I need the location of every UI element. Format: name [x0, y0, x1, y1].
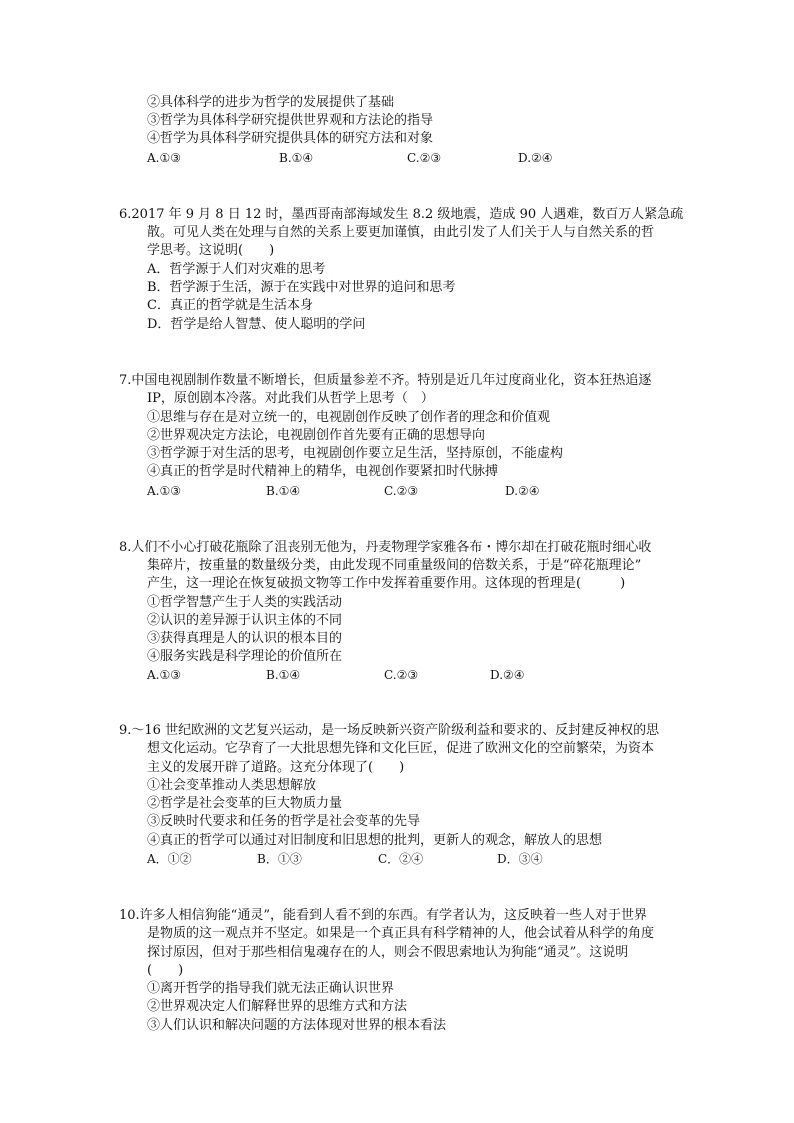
- q9-stem-line-2: 想文化运动。它孕育了一大批思想先锋和文化巨匠，促进了欧洲文化的空前繁荣，为资本: [147, 741, 655, 756]
- q8-statement-4: ④服务实践是科学理论的价值所在: [147, 649, 343, 664]
- q6-stem-line-1: 6.2017 年 9 月 8 日 12 时，墨西哥南部海域发生 8.2 级地震，造成 90 人遇难，数百万人紧急疏: [119, 207, 684, 222]
- q7-stem-line-2: IP，原创剧本冷落。对此我们从哲学上思考（ ）: [147, 391, 434, 406]
- q7-statement-1: ①思维与存在是对立统一的，电视剧创作反映了创作者的理念和价值观: [147, 410, 551, 425]
- q9-option-c: C．②④: [378, 852, 424, 866]
- q10-statement-3: ③人们认识和解决问题的方法体现对世界的根本看法: [147, 1018, 447, 1033]
- q9-statement-2: ②哲学是社会变革的巨大物质力量: [147, 796, 343, 811]
- q8-option-d: D.②④: [490, 668, 525, 682]
- q9-statement-3: ③反映时代要求和任务的哲学是社会变革的先导: [147, 814, 421, 829]
- q6-option-a: A．哲学源于人们对灾难的思考: [147, 262, 326, 277]
- q9-option-d: D．③④: [497, 852, 543, 866]
- q8-statement-2: ②认识的差异源于认识主体的不同: [147, 613, 343, 628]
- q5-statement-4: ④哲学为具体科学研究提供具体的研究方法和对象: [147, 131, 434, 146]
- q6-option-d: D．哲学是给人智慧、使人聪明的学问: [147, 317, 366, 332]
- q7-statement-4: ④真正的哲学是时代精神上的精华，电视创作要紧扣时代脉搏: [147, 464, 499, 479]
- q7-statement-2: ②世界观决定方法论，电视剧创作首先要有正确的思想导向: [147, 428, 486, 443]
- q9-statement-4: ④真正的哲学可以通过对旧制度和旧思想的批判，更新人的观念，解放人的思想: [147, 833, 603, 848]
- q5-option-b: B.①④: [279, 151, 314, 165]
- q7-option-b: B.①④: [266, 484, 301, 498]
- q7-option-a: A.①③: [147, 484, 181, 498]
- q10-stem-line-4: ( ): [147, 963, 184, 978]
- q5-option-d: D.②④: [518, 151, 553, 165]
- q9-option-b: B．①③: [257, 852, 302, 866]
- q7-option-c: C.②③: [384, 484, 419, 498]
- q10-statement-2: ②世界观决定人们解释世界的思维方式和方法: [147, 999, 408, 1014]
- q8-option-b: B.①④: [266, 668, 301, 682]
- q10-stem-line-3: 探讨原因，但对于那些相信鬼魂存在的人，则会不假思索地认为狗能“通灵”。这说明: [147, 945, 629, 960]
- q7-stem-line-1: 7.中国电视剧制作数量不断增长，但质量参差不齐。特别是近几年过度商业化，资本狂热追逐: [119, 373, 652, 388]
- q8-stem-line-2: 集碎片，按重量的数量级分类，由此发现不同重量级间的倍数关系，于是“碎花瓶理论”: [147, 558, 642, 573]
- q10-stem-line-2: 是物质的这一观点并不坚定。如果是一个真正具有科学精神的人，他会试着从科学的角度: [147, 926, 655, 941]
- q8-option-c: C.②③: [384, 668, 419, 682]
- q10-statement-1: ①离开哲学的指导我们就无法正确认识世界: [147, 981, 395, 996]
- q8-stem-line-3: 产生，这一理论在恢复破损文物等工作中发挥着重要作用。这体现的哲理是( ): [147, 576, 626, 591]
- q7-option-d: D.②④: [505, 484, 540, 498]
- q8-statement-3: ③获得真理是人的认识的根本目的: [147, 631, 343, 646]
- q8-stem-line-1: 8.人们不小心打破花瓶除了沮丧别无他为，丹麦物理学家雅各布・博尔却在打破花瓶时细心收: [119, 540, 652, 555]
- q5-statement-2: ②具体科学的进步为哲学的发展提供了基础: [147, 95, 395, 110]
- q8-statement-1: ①哲学智慧产生于人类的实践活动: [147, 595, 343, 610]
- q6-option-b: B．哲学源于生活，源于在实践中对世界的追问和思考: [147, 280, 456, 295]
- q6-stem-line-2: 散。可见人类在处理与自然的关系上要更加谨慎，由此引发了人们关于人与自然关系的哲: [147, 225, 655, 240]
- q9-stem-line-3: 主义的发展开辟了道路。这充分体现了( ): [147, 760, 405, 775]
- q9-option-a: A．①②: [147, 852, 192, 866]
- q8-option-a: A.①③: [147, 668, 181, 682]
- q7-statement-3: ③哲学源于对生活的思考，电视剧创作要立足生活，坚持原创，不能虚构: [147, 446, 564, 461]
- q5-option-c: C.②③: [407, 151, 442, 165]
- q5-option-a: A.①③: [147, 151, 181, 165]
- q5-statement-3: ③哲学为具体科学研究提供世界观和方法论的指导: [147, 113, 434, 128]
- q9-statement-1: ①社会变革推动人类思想解放: [147, 778, 317, 793]
- q6-stem-line-3: 学思考。这说明( ): [147, 243, 275, 258]
- q6-option-c: C．真正的哲学就是生活本身: [147, 298, 313, 313]
- q10-stem-line-1: 10.许多人相信狗能“通灵”，能看到人看不到的东西。有学者认为，这反映着一些人对于世界: [119, 908, 647, 923]
- q9-stem-line-1: 9.～16 世纪欧洲的文艺复兴运动，是一场反映新兴资产阶级利益和要求的、反封建反神权的思: [119, 723, 660, 738]
